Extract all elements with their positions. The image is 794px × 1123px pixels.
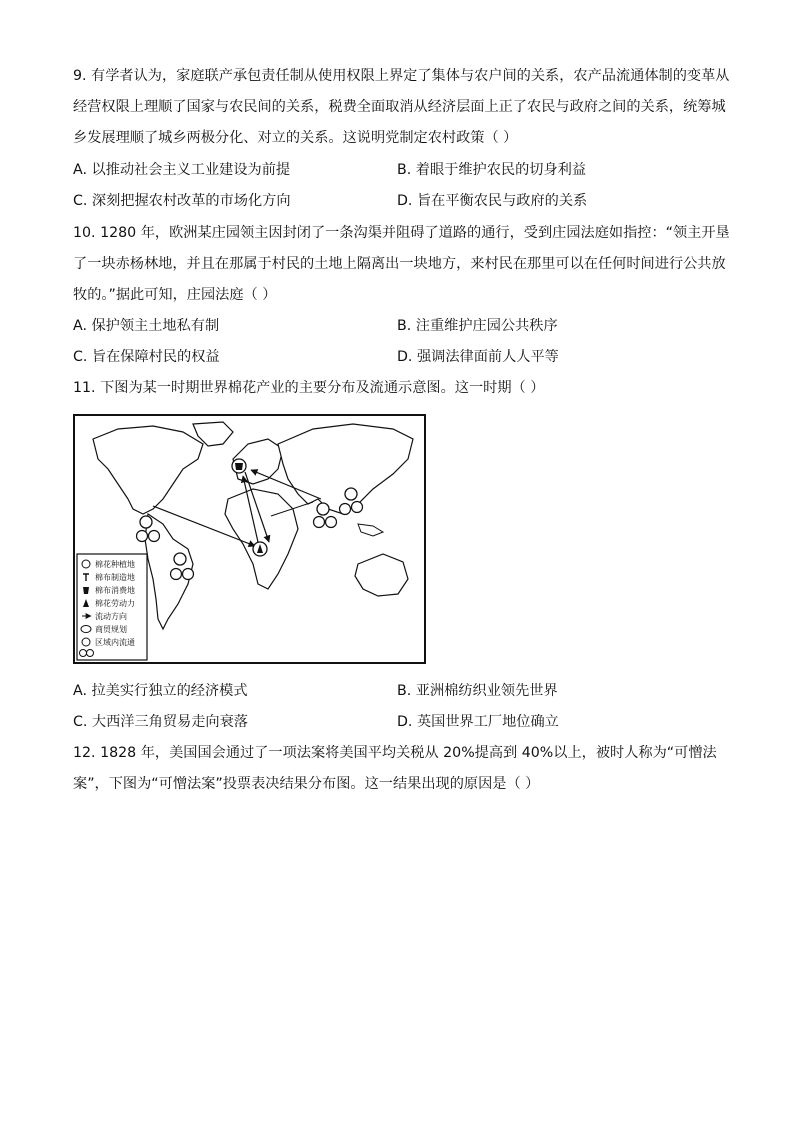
marker-africa <box>253 542 267 556</box>
legend-trade-planning: 商贸规划 <box>95 625 127 634</box>
q10-stem-line-2: 了一块赤杨林地，并且在那属于村民的土地上隔离出一块地方，来村民在那里可以在任何时间进行公共放 <box>73 256 726 272</box>
q9-option-c: C. 深刻把握农村改革的市场化方向 <box>73 193 291 209</box>
q9-stem-line-3: 乡发展理顺了城乡两极分化、对立的关系。这说明党制定农村政策（ ） <box>73 130 518 146</box>
q11-option-b: B. 亚洲棉纺织业领先世界 <box>397 683 558 699</box>
cotton-map-svg <box>73 414 426 664</box>
q9-option-b: B. 着眼于维护农民的切身利益 <box>397 162 587 178</box>
legend-cotton-planting: 棉花种植地 <box>95 560 135 569</box>
q10-option-b: B. 注重维护庄园公共秩序 <box>397 318 558 334</box>
marker-europe <box>232 459 246 473</box>
q9-stem-line-1: 9. 有学者认为，家庭联产承包责任制从使用权限上界定了集体与农户间的关系，农产品流通体制的变革从 <box>73 68 730 84</box>
q9-option-a: A. 以推动社会主义工业建设为前提 <box>73 162 291 178</box>
q10-option-c: C. 旨在保障村民的权益 <box>73 349 220 365</box>
q10-stem-line-1: 10. 1280 年，欧洲某庄园领主因封闭了一条沟渠并阻碍了道路的通行，受到庄园法庭如指控：“领主开垦 <box>73 225 730 241</box>
q11-option-c: C. 大西洋三角贸易走向衰落 <box>73 714 248 730</box>
q11-stem: 11. 下图为某一时期世界棉花产业的主要分布及流通示意图。这一时期（ ） <box>73 380 545 396</box>
q11-option-a: A. 拉美实行独立的经济模式 <box>73 683 248 699</box>
legend-cotton-labor: 棉花劳动力 <box>95 599 135 608</box>
legend-cloth-making: 棉布制造地 <box>95 573 135 582</box>
q10-option-a: A. 保护领主土地私有制 <box>73 318 220 334</box>
legend-flow-direction: 流动方向 <box>95 612 127 621</box>
q10-stem-line-3: 牧的。”据此可知，庄园法庭（ ） <box>73 287 277 303</box>
q9-stem-line-2: 经营权限上理顺了国家与农民间的关系，税费全面取消从经济层面上正了农民与政府之间的关系，统筹城 <box>73 99 726 115</box>
q11-option-d: D. 英国世界工厂地位确立 <box>397 714 559 730</box>
legend-regional-circulation: 区域内流通 <box>95 638 135 647</box>
q9-option-d: D. 旨在平衡农民与政府的关系 <box>397 193 588 209</box>
q12-stem-line-2: 案”，下图为“可憎法案”投票表决结果分布图。这一结果出现的原因是（ ） <box>73 776 540 792</box>
q12-stem-line-1: 12. 1828 年，美国国会通过了一项法案将美国平均关税从 20%提高到 40%以上，被时人称为“可憎法 <box>73 745 717 761</box>
q10-option-d: D. 强调法律面前人人平等 <box>397 349 559 365</box>
legend-cloth-consumption: 棉布消费地 <box>95 586 135 595</box>
cotton-world-map <box>73 414 426 664</box>
